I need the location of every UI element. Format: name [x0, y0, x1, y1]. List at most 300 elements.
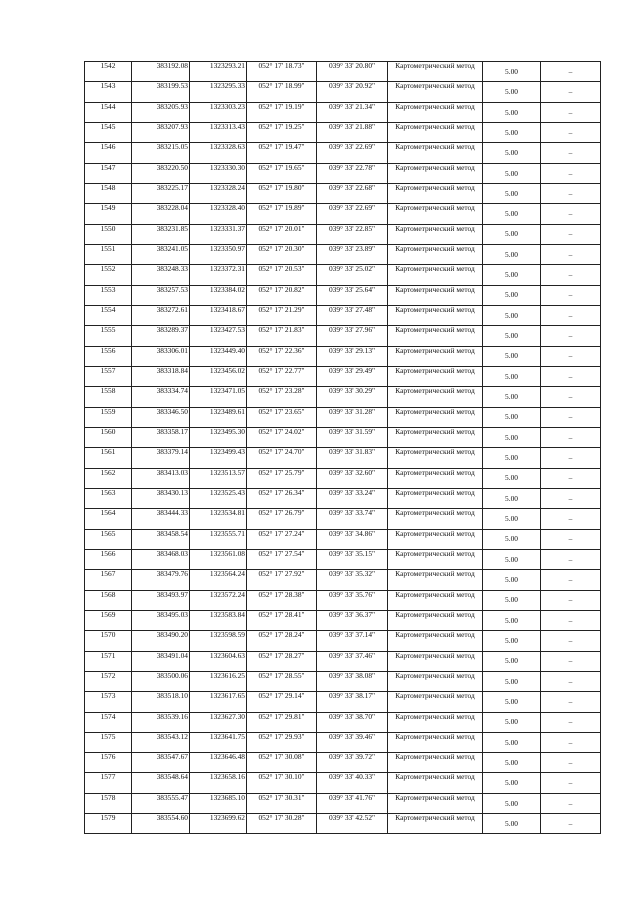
- method-cell: Картометрический метод: [388, 793, 483, 813]
- latitude-cell: 052° 17' 28.55": [247, 671, 317, 691]
- latitude-cell: 052° 17' 28.24": [247, 631, 317, 651]
- accuracy-cell: 5.00: [483, 183, 541, 203]
- accuracy-cell: 5.00: [483, 712, 541, 732]
- longitude-cell: 039° 33' 32.60": [317, 468, 388, 488]
- point-number-cell: 1554: [85, 305, 132, 325]
- note-cell: –: [541, 183, 601, 203]
- method-cell: Картометрический метод: [388, 549, 483, 569]
- table-row: [85, 814, 601, 834]
- latitude-cell: 052° 17' 30.10": [247, 773, 317, 793]
- note-cell: –: [541, 448, 601, 468]
- table-row: [85, 732, 601, 752]
- note-cell: –: [541, 224, 601, 244]
- longitude-cell: 039° 33' 40.33": [317, 773, 388, 793]
- x-coordinate-cell: 383272.61: [132, 305, 190, 325]
- y-coordinate-cell: 1323328.40: [190, 204, 247, 224]
- table-row: [85, 387, 601, 407]
- accuracy-cell: 5.00: [483, 509, 541, 529]
- latitude-cell: 052° 17' 19.47": [247, 143, 317, 163]
- x-coordinate-cell: 383257.53: [132, 285, 190, 305]
- latitude-cell: 052° 17' 19.80": [247, 183, 317, 203]
- latitude-cell: 052° 17' 19.19": [247, 102, 317, 122]
- table-row: [85, 143, 601, 163]
- latitude-cell: 052° 17' 21.29": [247, 305, 317, 325]
- table-row: [85, 305, 601, 325]
- longitude-cell: 039° 33' 20.80": [317, 62, 388, 82]
- accuracy-cell: 5.00: [483, 570, 541, 590]
- accuracy-cell: 5.00: [483, 651, 541, 671]
- y-coordinate-cell: 1323471.05: [190, 387, 247, 407]
- accuracy-cell: 5.00: [483, 590, 541, 610]
- x-coordinate-cell: 383548.64: [132, 773, 190, 793]
- accuracy-cell: 5.00: [483, 671, 541, 691]
- table-row: [85, 183, 601, 203]
- point-number-cell: 1579: [85, 814, 132, 834]
- accuracy-cell: 5.00: [483, 407, 541, 427]
- y-coordinate-cell: 1323641.75: [190, 732, 247, 752]
- longitude-cell: 039° 33' 37.46": [317, 651, 388, 671]
- note-cell: –: [541, 143, 601, 163]
- x-coordinate-cell: 383543.12: [132, 732, 190, 752]
- y-coordinate-cell: 1323489.61: [190, 407, 247, 427]
- note-cell: –: [541, 468, 601, 488]
- accuracy-cell: 5.00: [483, 773, 541, 793]
- point-number-cell: 1569: [85, 610, 132, 630]
- method-cell: Картометрический метод: [388, 183, 483, 203]
- longitude-cell: 039° 33' 35.15": [317, 549, 388, 569]
- accuracy-cell: 5.00: [483, 265, 541, 285]
- coordinates-table: [84, 61, 601, 834]
- longitude-cell: 039° 33' 27.96": [317, 326, 388, 346]
- method-cell: Картометрический метод: [388, 732, 483, 752]
- longitude-cell: 039° 33' 20.92": [317, 82, 388, 102]
- note-cell: –: [541, 549, 601, 569]
- note-cell: –: [541, 204, 601, 224]
- x-coordinate-cell: 383220.50: [132, 163, 190, 183]
- x-coordinate-cell: 383539.16: [132, 712, 190, 732]
- y-coordinate-cell: 1323295.33: [190, 82, 247, 102]
- table-row: [85, 224, 601, 244]
- x-coordinate-cell: 383555.47: [132, 793, 190, 813]
- method-cell: Картометрический метод: [388, 163, 483, 183]
- x-coordinate-cell: 383547.67: [132, 753, 190, 773]
- latitude-cell: 052° 17' 29.81": [247, 712, 317, 732]
- point-number-cell: 1549: [85, 204, 132, 224]
- accuracy-cell: 5.00: [483, 163, 541, 183]
- point-number-cell: 1558: [85, 387, 132, 407]
- latitude-cell: 052° 17' 24.70": [247, 448, 317, 468]
- point-number-cell: 1563: [85, 488, 132, 508]
- x-coordinate-cell: 383207.93: [132, 122, 190, 142]
- accuracy-cell: 5.00: [483, 753, 541, 773]
- x-coordinate-cell: 383215.05: [132, 143, 190, 163]
- longitude-cell: 039° 33' 38.70": [317, 712, 388, 732]
- method-cell: Картометрический метод: [388, 366, 483, 386]
- point-number-cell: 1556: [85, 346, 132, 366]
- note-cell: –: [541, 793, 601, 813]
- table-row: [85, 122, 601, 142]
- latitude-cell: 052° 17' 27.24": [247, 529, 317, 549]
- longitude-cell: 039° 33' 31.28": [317, 407, 388, 427]
- note-cell: –: [541, 814, 601, 834]
- longitude-cell: 039° 33' 22.69": [317, 204, 388, 224]
- table-row: [85, 244, 601, 264]
- latitude-cell: 052° 17' 20.53": [247, 265, 317, 285]
- point-number-cell: 1562: [85, 468, 132, 488]
- method-cell: Картометрический метод: [388, 692, 483, 712]
- latitude-cell: 052° 17' 21.83": [247, 326, 317, 346]
- y-coordinate-cell: 1323699.62: [190, 814, 247, 834]
- point-number-cell: 1550: [85, 224, 132, 244]
- accuracy-cell: 5.00: [483, 427, 541, 447]
- y-coordinate-cell: 1323525.43: [190, 488, 247, 508]
- latitude-cell: 052° 17' 27.92": [247, 570, 317, 590]
- note-cell: –: [541, 346, 601, 366]
- longitude-cell: 039° 33' 27.48": [317, 305, 388, 325]
- point-number-cell: 1568: [85, 590, 132, 610]
- table-row: [85, 326, 601, 346]
- method-cell: Картометрический метод: [388, 610, 483, 630]
- y-coordinate-cell: 1323685.10: [190, 793, 247, 813]
- x-coordinate-cell: 383491.04: [132, 651, 190, 671]
- y-coordinate-cell: 1323564.24: [190, 570, 247, 590]
- note-cell: –: [541, 122, 601, 142]
- method-cell: Картометрический метод: [388, 244, 483, 264]
- accuracy-cell: 5.00: [483, 448, 541, 468]
- x-coordinate-cell: 383413.03: [132, 468, 190, 488]
- table-row: [85, 590, 601, 610]
- longitude-cell: 039° 33' 22.68": [317, 183, 388, 203]
- x-coordinate-cell: 383495.03: [132, 610, 190, 630]
- longitude-cell: 039° 33' 37.14": [317, 631, 388, 651]
- table-row: [85, 529, 601, 549]
- y-coordinate-cell: 1323418.67: [190, 305, 247, 325]
- longitude-cell: 039° 33' 35.32": [317, 570, 388, 590]
- method-cell: Картометрический метод: [388, 102, 483, 122]
- table-row: [85, 427, 601, 447]
- accuracy-cell: 5.00: [483, 732, 541, 752]
- y-coordinate-cell: 1323350.97: [190, 244, 247, 264]
- latitude-cell: 052° 17' 19.65": [247, 163, 317, 183]
- accuracy-cell: 5.00: [483, 102, 541, 122]
- longitude-cell: 039° 33' 23.89": [317, 244, 388, 264]
- x-coordinate-cell: 383468.03: [132, 549, 190, 569]
- longitude-cell: 039° 33' 35.76": [317, 590, 388, 610]
- longitude-cell: 039° 33' 22.78": [317, 163, 388, 183]
- note-cell: –: [541, 82, 601, 102]
- latitude-cell: 052° 17' 28.41": [247, 610, 317, 630]
- longitude-cell: 039° 33' 39.72": [317, 753, 388, 773]
- note-cell: –: [541, 651, 601, 671]
- note-cell: –: [541, 712, 601, 732]
- y-coordinate-cell: 1323513.57: [190, 468, 247, 488]
- note-cell: –: [541, 102, 601, 122]
- latitude-cell: 052° 17' 30.31": [247, 793, 317, 813]
- longitude-cell: 039° 33' 34.86": [317, 529, 388, 549]
- note-cell: –: [541, 529, 601, 549]
- table-row: [85, 671, 601, 691]
- method-cell: Картометрический метод: [388, 305, 483, 325]
- longitude-cell: 039° 33' 41.76": [317, 793, 388, 813]
- note-cell: –: [541, 62, 601, 82]
- method-cell: Картометрический метод: [388, 265, 483, 285]
- x-coordinate-cell: 383430.13: [132, 488, 190, 508]
- latitude-cell: 052° 17' 30.28": [247, 814, 317, 834]
- x-coordinate-cell: 383228.04: [132, 204, 190, 224]
- x-coordinate-cell: 383554.60: [132, 814, 190, 834]
- point-number-cell: 1548: [85, 183, 132, 203]
- point-number-cell: 1555: [85, 326, 132, 346]
- point-number-cell: 1551: [85, 244, 132, 264]
- note-cell: –: [541, 305, 601, 325]
- x-coordinate-cell: 383444.33: [132, 509, 190, 529]
- accuracy-cell: 5.00: [483, 814, 541, 834]
- method-cell: Картометрический метод: [388, 285, 483, 305]
- accuracy-cell: 5.00: [483, 631, 541, 651]
- latitude-cell: 052° 17' 23.65": [247, 407, 317, 427]
- accuracy-cell: 5.00: [483, 346, 541, 366]
- note-cell: –: [541, 265, 601, 285]
- latitude-cell: 052° 17' 26.34": [247, 488, 317, 508]
- note-cell: –: [541, 326, 601, 346]
- latitude-cell: 052° 17' 22.77": [247, 366, 317, 386]
- point-number-cell: 1557: [85, 366, 132, 386]
- latitude-cell: 052° 17' 22.36": [247, 346, 317, 366]
- table-row: [85, 62, 601, 82]
- y-coordinate-cell: 1323534.81: [190, 509, 247, 529]
- point-number-cell: 1561: [85, 448, 132, 468]
- longitude-cell: 039° 33' 38.17": [317, 692, 388, 712]
- y-coordinate-cell: 1323303.23: [190, 102, 247, 122]
- y-coordinate-cell: 1323617.65: [190, 692, 247, 712]
- y-coordinate-cell: 1323555.71: [190, 529, 247, 549]
- y-coordinate-cell: 1323604.63: [190, 651, 247, 671]
- accuracy-cell: 5.00: [483, 204, 541, 224]
- table-row: [85, 346, 601, 366]
- y-coordinate-cell: 1323627.30: [190, 712, 247, 732]
- longitude-cell: 039° 33' 25.02": [317, 265, 388, 285]
- point-number-cell: 1546: [85, 143, 132, 163]
- method-cell: Картометрический метод: [388, 468, 483, 488]
- table-row: [85, 468, 601, 488]
- longitude-cell: 039° 33' 25.64": [317, 285, 388, 305]
- table-row: [85, 610, 601, 630]
- method-cell: Картометрический метод: [388, 671, 483, 691]
- y-coordinate-cell: 1323583.84: [190, 610, 247, 630]
- y-coordinate-cell: 1323328.24: [190, 183, 247, 203]
- point-number-cell: 1559: [85, 407, 132, 427]
- method-cell: Картометрический метод: [388, 427, 483, 447]
- accuracy-cell: 5.00: [483, 285, 541, 305]
- longitude-cell: 039° 33' 33.74": [317, 509, 388, 529]
- longitude-cell: 039° 33' 21.34": [317, 102, 388, 122]
- accuracy-cell: 5.00: [483, 122, 541, 142]
- note-cell: –: [541, 427, 601, 447]
- table-row: [85, 509, 601, 529]
- note-cell: –: [541, 163, 601, 183]
- method-cell: Картометрический метод: [388, 488, 483, 508]
- accuracy-cell: 5.00: [483, 143, 541, 163]
- x-coordinate-cell: 383318.84: [132, 366, 190, 386]
- table-row: [85, 285, 601, 305]
- table-row: [85, 102, 601, 122]
- y-coordinate-cell: 1323372.31: [190, 265, 247, 285]
- table-row: [85, 549, 601, 569]
- accuracy-cell: 5.00: [483, 468, 541, 488]
- x-coordinate-cell: 383493.97: [132, 590, 190, 610]
- method-cell: Картометрический метод: [388, 326, 483, 346]
- point-number-cell: 1575: [85, 732, 132, 752]
- table-row: [85, 163, 601, 183]
- longitude-cell: 039° 33' 21.88": [317, 122, 388, 142]
- point-number-cell: 1572: [85, 671, 132, 691]
- longitude-cell: 039° 33' 33.24": [317, 488, 388, 508]
- table-row: [85, 265, 601, 285]
- accuracy-cell: 5.00: [483, 488, 541, 508]
- table-row: [85, 570, 601, 590]
- longitude-cell: 039° 33' 22.69": [317, 143, 388, 163]
- accuracy-cell: 5.00: [483, 305, 541, 325]
- method-cell: Картометрический метод: [388, 814, 483, 834]
- table-row: [85, 448, 601, 468]
- x-coordinate-cell: 383334.74: [132, 387, 190, 407]
- note-cell: –: [541, 407, 601, 427]
- point-number-cell: 1553: [85, 285, 132, 305]
- latitude-cell: 052° 17' 19.25": [247, 122, 317, 142]
- point-number-cell: 1565: [85, 529, 132, 549]
- note-cell: –: [541, 732, 601, 752]
- table-row: [85, 204, 601, 224]
- y-coordinate-cell: 1323427.53: [190, 326, 247, 346]
- note-cell: –: [541, 590, 601, 610]
- latitude-cell: 052° 17' 30.08": [247, 753, 317, 773]
- table-row: [85, 366, 601, 386]
- point-number-cell: 1545: [85, 122, 132, 142]
- latitude-cell: 052° 17' 29.93": [247, 732, 317, 752]
- latitude-cell: 052° 17' 26.79": [247, 509, 317, 529]
- y-coordinate-cell: 1323313.43: [190, 122, 247, 142]
- accuracy-cell: 5.00: [483, 692, 541, 712]
- x-coordinate-cell: 383358.17: [132, 427, 190, 447]
- accuracy-cell: 5.00: [483, 62, 541, 82]
- note-cell: –: [541, 631, 601, 651]
- longitude-cell: 039° 33' 39.46": [317, 732, 388, 752]
- y-coordinate-cell: 1323646.48: [190, 753, 247, 773]
- y-coordinate-cell: 1323495.30: [190, 427, 247, 447]
- note-cell: –: [541, 488, 601, 508]
- y-coordinate-cell: 1323561.08: [190, 549, 247, 569]
- y-coordinate-cell: 1323293.21: [190, 62, 247, 82]
- x-coordinate-cell: 383241.05: [132, 244, 190, 264]
- x-coordinate-cell: 383225.17: [132, 183, 190, 203]
- accuracy-cell: 5.00: [483, 224, 541, 244]
- method-cell: Картометрический метод: [388, 346, 483, 366]
- latitude-cell: 052° 17' 24.02": [247, 427, 317, 447]
- table-row: [85, 753, 601, 773]
- accuracy-cell: 5.00: [483, 366, 541, 386]
- latitude-cell: 052° 17' 28.38": [247, 590, 317, 610]
- accuracy-cell: 5.00: [483, 793, 541, 813]
- x-coordinate-cell: 383289.37: [132, 326, 190, 346]
- latitude-cell: 052° 17' 23.28": [247, 387, 317, 407]
- method-cell: Картометрический метод: [388, 773, 483, 793]
- longitude-cell: 039° 33' 29.13": [317, 346, 388, 366]
- method-cell: Картометрический метод: [388, 387, 483, 407]
- note-cell: –: [541, 671, 601, 691]
- point-number-cell: 1542: [85, 62, 132, 82]
- method-cell: Картометрический метод: [388, 224, 483, 244]
- method-cell: Картометрический метод: [388, 204, 483, 224]
- point-number-cell: 1566: [85, 549, 132, 569]
- method-cell: Картометрический метод: [388, 407, 483, 427]
- longitude-cell: 039° 33' 29.49": [317, 366, 388, 386]
- point-number-cell: 1573: [85, 692, 132, 712]
- x-coordinate-cell: 383199.53: [132, 82, 190, 102]
- y-coordinate-cell: 1323330.30: [190, 163, 247, 183]
- latitude-cell: 052° 17' 20.82": [247, 285, 317, 305]
- longitude-cell: 039° 33' 30.29": [317, 387, 388, 407]
- accuracy-cell: 5.00: [483, 549, 541, 569]
- note-cell: –: [541, 509, 601, 529]
- point-number-cell: 1576: [85, 753, 132, 773]
- table-row: [85, 82, 601, 102]
- method-cell: Картометрический метод: [388, 509, 483, 529]
- note-cell: –: [541, 753, 601, 773]
- y-coordinate-cell: 1323456.02: [190, 366, 247, 386]
- latitude-cell: 052° 17' 28.27": [247, 651, 317, 671]
- accuracy-cell: 5.00: [483, 610, 541, 630]
- accuracy-cell: 5.00: [483, 387, 541, 407]
- x-coordinate-cell: 383205.93: [132, 102, 190, 122]
- point-number-cell: 1570: [85, 631, 132, 651]
- table-row: [85, 631, 601, 651]
- y-coordinate-cell: 1323572.24: [190, 590, 247, 610]
- point-number-cell: 1544: [85, 102, 132, 122]
- longitude-cell: 039° 33' 31.83": [317, 448, 388, 468]
- point-number-cell: 1564: [85, 509, 132, 529]
- x-coordinate-cell: 383248.33: [132, 265, 190, 285]
- table-row: [85, 773, 601, 793]
- point-number-cell: 1552: [85, 265, 132, 285]
- point-number-cell: 1577: [85, 773, 132, 793]
- y-coordinate-cell: 1323616.25: [190, 671, 247, 691]
- x-coordinate-cell: 383458.54: [132, 529, 190, 549]
- longitude-cell: 039° 33' 38.08": [317, 671, 388, 691]
- y-coordinate-cell: 1323328.63: [190, 143, 247, 163]
- table-row: [85, 407, 601, 427]
- x-coordinate-cell: 383231.85: [132, 224, 190, 244]
- x-coordinate-cell: 383346.50: [132, 407, 190, 427]
- method-cell: Картометрический метод: [388, 590, 483, 610]
- x-coordinate-cell: 383379.14: [132, 448, 190, 468]
- note-cell: –: [541, 773, 601, 793]
- point-number-cell: 1567: [85, 570, 132, 590]
- table-row: [85, 793, 601, 813]
- y-coordinate-cell: 1323598.59: [190, 631, 247, 651]
- point-number-cell: 1560: [85, 427, 132, 447]
- latitude-cell: 052° 17' 25.79": [247, 468, 317, 488]
- y-coordinate-cell: 1323499.43: [190, 448, 247, 468]
- method-cell: Картометрический метод: [388, 631, 483, 651]
- method-cell: Картометрический метод: [388, 62, 483, 82]
- x-coordinate-cell: 383192.08: [132, 62, 190, 82]
- latitude-cell: 052° 17' 19.89": [247, 204, 317, 224]
- method-cell: Картометрический метод: [388, 753, 483, 773]
- latitude-cell: 052° 17' 20.30": [247, 244, 317, 264]
- y-coordinate-cell: 1323384.02: [190, 285, 247, 305]
- x-coordinate-cell: 383306.01: [132, 346, 190, 366]
- latitude-cell: 052° 17' 27.54": [247, 549, 317, 569]
